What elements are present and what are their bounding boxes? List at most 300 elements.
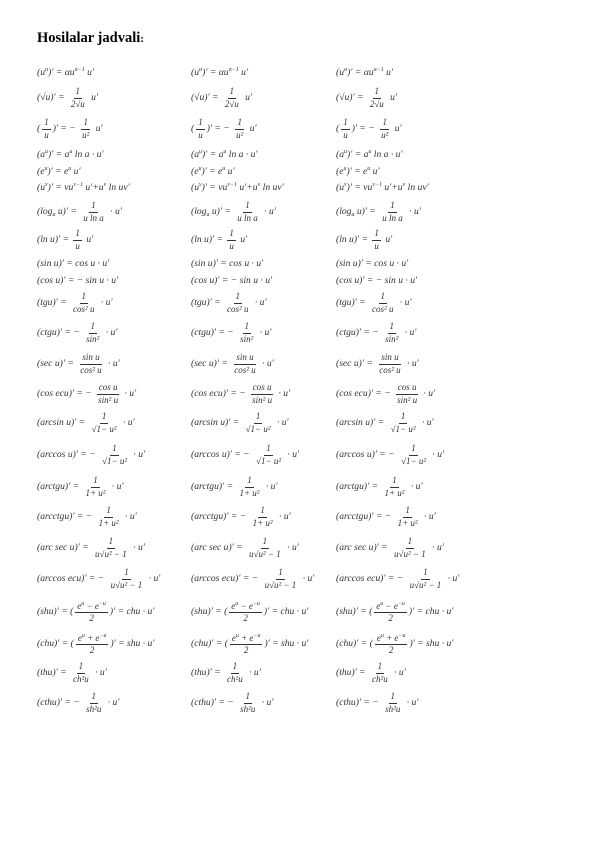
formula-text: · u′ <box>404 358 419 370</box>
fraction-numerator: 1 <box>421 568 430 579</box>
fraction-numerator: 1 <box>276 568 285 579</box>
fraction-numerator: 1 <box>81 118 90 129</box>
fraction-denominator: 2 <box>243 645 249 655</box>
formula-text: ln uv′ <box>405 182 429 194</box>
formula-text: (arcctgu)′ = − <box>191 511 249 523</box>
formula-text: )′ = − <box>52 123 79 135</box>
formula-exponent: v−1 <box>227 182 238 188</box>
fraction-numerator: 1 <box>244 692 253 703</box>
fraction-denominator: u² <box>82 129 90 140</box>
formula-text: · u′ <box>263 481 278 493</box>
fraction-denominator: sh²u <box>240 703 256 714</box>
formula-text: · u′ <box>421 388 436 400</box>
fraction <box>42 118 51 140</box>
fraction <box>235 201 260 223</box>
fraction-denominator: cos² u <box>372 303 394 314</box>
formula-text: (arctgu)′ = <box>336 481 381 493</box>
fraction-numerator: 1 <box>234 292 243 303</box>
formula-text: (cthu)′ = − <box>191 697 237 709</box>
fraction-numerator: 1 <box>388 201 397 212</box>
fraction <box>234 118 245 140</box>
fraction-numerator: 1 <box>390 476 399 487</box>
fraction-numerator: 1 <box>110 444 119 455</box>
formula-text: (ln u)′ = <box>336 234 371 246</box>
formula-text: u′ <box>383 67 394 79</box>
fraction-denominator: u <box>198 129 203 140</box>
formula-text: (u <box>37 182 45 194</box>
formula-text: u′+u <box>83 182 104 194</box>
formula-exponent: u <box>44 166 48 172</box>
fraction <box>250 383 274 405</box>
fraction-numerator: 1 <box>90 692 99 703</box>
formula-text: (shu)′ = ( <box>191 606 228 618</box>
formula-text: )′ = a <box>347 149 369 161</box>
formula-text: u′ <box>88 92 99 104</box>
formula-text: · u′ <box>397 297 412 309</box>
formula-exponent: α <box>45 67 49 73</box>
formula-text: (sec u)′ = <box>336 358 376 370</box>
page-title <box>37 30 144 47</box>
fraction-numerator: $e^u + e^{-u}$ <box>76 633 109 645</box>
formula-text: · u′ <box>402 327 417 339</box>
formula-text: u′ <box>84 67 95 79</box>
fraction <box>247 537 283 559</box>
fraction <box>383 692 402 714</box>
formula-text: u′ <box>387 92 398 104</box>
fraction-numerator: 1 <box>89 201 98 212</box>
fraction-denominator: ch²u <box>372 673 388 684</box>
fraction <box>232 353 257 375</box>
formula-text: · u′ <box>259 358 274 370</box>
formula-text: u′ <box>247 123 257 135</box>
fraction-denominator: sin² u <box>397 394 418 405</box>
fraction <box>263 568 299 590</box>
fraction-numerator: $e^u - e^{-u}$ <box>75 601 108 613</box>
formula-text: u′ <box>83 234 94 246</box>
formula-text: · u′ <box>445 573 460 585</box>
formula-exponent: α−1 <box>228 67 239 73</box>
formula-text: (tgu)′ = <box>336 297 369 309</box>
fraction <box>83 476 107 498</box>
formula-text: (thu)′ = <box>37 667 70 679</box>
fraction-numerator: 1 <box>228 87 237 98</box>
fraction-denominator: u√u² − 1 <box>394 548 426 559</box>
fraction <box>377 353 402 375</box>
fraction <box>341 118 350 140</box>
fraction-numerator: 1 <box>77 662 86 673</box>
formula-exponent: u <box>368 149 372 155</box>
fraction <box>71 292 96 314</box>
fraction-denominator: u√u² − 1 <box>110 579 143 590</box>
fraction-denominator: sin² <box>240 333 254 344</box>
fraction-denominator: 1+ u² <box>239 487 260 498</box>
title-colon: : <box>140 33 144 45</box>
formula-text: (ln u)′ = <box>191 234 226 246</box>
fraction-denominator: 2√u <box>70 98 85 109</box>
fraction-numerator: 1 <box>264 444 273 455</box>
fraction <box>97 506 121 528</box>
formula-text: (cos u)′ = − sin u · u′ <box>191 275 273 287</box>
formula-subscript: a <box>351 212 355 218</box>
formula-text: · u′ <box>146 573 161 585</box>
formula-text: · u′ <box>252 297 267 309</box>
formula-exponent: α <box>344 67 348 73</box>
fraction-denominator: 2 <box>243 613 248 623</box>
fraction-numerator: 1 <box>388 322 397 333</box>
fraction-denominator: 1+ u² <box>85 487 106 498</box>
fraction-numerator: cos u <box>97 383 120 394</box>
fraction-numerator: 1 <box>372 229 381 240</box>
formula-text: (a <box>191 149 199 161</box>
fraction-numerator: 1 <box>376 662 385 673</box>
formula-text: · u′ <box>122 388 137 400</box>
fraction <box>375 633 408 656</box>
formula-text: (u <box>191 182 199 194</box>
formula-text: )′ = − <box>206 123 233 135</box>
fraction <box>370 292 395 314</box>
formula-text: (e <box>336 166 344 178</box>
fraction-denominator: u <box>75 240 80 251</box>
formula-text: (a <box>37 149 45 161</box>
fraction-denominator: 2 <box>89 613 94 623</box>
fraction <box>380 201 405 223</box>
formula-text: )′ = a <box>202 149 224 161</box>
fraction-denominator: cos² u <box>73 303 95 314</box>
formula-text: u′ <box>238 67 249 79</box>
formula-text: ln uv′ <box>260 182 284 194</box>
fraction-denominator: u <box>343 129 348 140</box>
fraction <box>368 87 386 109</box>
fraction-denominator: cos² u <box>234 364 256 375</box>
formula-text: (e <box>37 166 45 178</box>
formula-text: · u′ <box>421 511 436 523</box>
formula-text: )′ = a <box>48 149 70 161</box>
formula-text: u′ <box>382 234 393 246</box>
formula-text: (arccos ecu)′ = − <box>336 573 406 585</box>
formula-text: )′ = e <box>346 166 368 178</box>
formula-text: · u′ <box>429 542 444 554</box>
fraction <box>225 292 250 314</box>
formula-text: ( <box>336 123 340 135</box>
formula-text: )′ = vu <box>201 182 228 194</box>
formula-exponent: u <box>343 166 347 172</box>
fraction-denominator: 2√u <box>224 98 239 109</box>
formula-exponent: α−1 <box>74 67 85 73</box>
formula-exponent: u <box>199 149 202 155</box>
formula-text: · u′ <box>406 206 421 218</box>
formula-text: (arctgu)′ = <box>191 481 236 493</box>
formula-text: (e <box>191 166 199 178</box>
fraction <box>251 506 275 528</box>
formula-text: · u′ <box>103 327 118 339</box>
formula-text: ln a · u′ <box>371 149 403 161</box>
fraction-numerator: $e^u - e^{-u}$ <box>229 601 262 613</box>
formula-text: )′ = αu <box>202 67 229 79</box>
fraction-numerator: 1 <box>80 292 89 303</box>
formula-text: · u′ <box>284 542 299 554</box>
fraction-denominator: u <box>44 129 49 140</box>
fraction-denominator: ch²u <box>73 673 89 684</box>
fraction <box>109 568 145 590</box>
formula-text: )′ = shu · u′ <box>409 638 454 650</box>
formula-text: (arccos u)′ = − <box>37 449 99 461</box>
formula-exponent: u <box>68 166 72 172</box>
formula-text: (chu)′ = ( <box>336 638 373 650</box>
formula-exponent: v <box>103 182 107 188</box>
fraction-numerator: $e^u - e^{-u}$ <box>374 601 407 613</box>
fraction-denominator: 1+ u² <box>252 517 273 528</box>
fraction-numerator: 1 <box>73 229 82 240</box>
fraction-denominator: 1+ u² <box>397 517 418 528</box>
fraction <box>75 601 108 624</box>
fraction-numerator: sin u <box>234 353 255 364</box>
fraction <box>396 506 420 528</box>
formula-text: · u′ <box>92 667 107 679</box>
formula-exponent: α−1 <box>373 67 384 73</box>
formula-text: (u <box>336 67 344 79</box>
fraction-numerator: 1 <box>406 537 415 548</box>
fraction-numerator: 1 <box>373 87 382 98</box>
formula-text: (arccos u)′ = − <box>191 449 253 461</box>
formula-text: )′ = αu <box>48 67 75 79</box>
fraction-numerator: 1 <box>379 292 388 303</box>
formula-text: (tgu)′ = <box>37 297 70 309</box>
formula-text: (sin u)′ = cos u · u′ <box>37 258 110 270</box>
formula-text: )′ = e <box>201 166 223 178</box>
fraction-numerator: 1 <box>196 118 205 129</box>
formula-text: (cos u)′ = − sin u · u′ <box>37 275 119 287</box>
fraction-numerator: 1 <box>243 322 252 333</box>
formula-text: )′ = αu <box>347 67 374 79</box>
formula-text: (arccos ecu)′ = − <box>191 573 261 585</box>
formula-exponent: v <box>45 182 48 188</box>
fraction <box>93 537 129 559</box>
fraction-denominator: √1− u² <box>102 455 128 466</box>
fraction-numerator: $e^u + e^{-u}$ <box>375 633 408 645</box>
fraction <box>389 412 418 434</box>
fraction <box>395 383 419 405</box>
formula-text: u′+u <box>237 182 258 194</box>
formula-text: (thu)′ = <box>191 667 224 679</box>
formula-text: · u′ <box>109 481 124 493</box>
formula-text: (chu)′ = ( <box>191 638 228 650</box>
fraction-numerator: sin u <box>379 353 400 364</box>
fraction-numerator: 1 <box>122 568 131 579</box>
fraction-numerator: 1 <box>261 537 270 548</box>
formula-text: (ctgu)′ = − <box>37 327 83 339</box>
fraction <box>71 662 91 684</box>
formula-text: u′ <box>71 166 81 178</box>
formula-text: · u′ <box>261 206 276 218</box>
fraction-numerator: 1 <box>91 476 100 487</box>
formula-text: · u′ <box>120 417 135 429</box>
formula-text: · u′ <box>131 449 146 461</box>
fraction <box>69 87 87 109</box>
fraction-denominator: √1− u² <box>390 423 416 434</box>
formula-text: · u′ <box>259 697 274 709</box>
fraction-denominator: u² <box>236 129 244 140</box>
formula-text: (log <box>336 206 352 218</box>
fraction <box>230 633 263 656</box>
formula-text: · u′ <box>430 449 445 461</box>
fraction <box>100 444 129 466</box>
formula-text: · u′ <box>285 449 300 461</box>
formula-exponent: v <box>199 182 202 188</box>
fraction-denominator: cos² u <box>379 364 401 375</box>
fraction-numerator: 1 <box>409 444 418 455</box>
fraction-numerator: 1 <box>389 692 398 703</box>
fraction-denominator: sh²u <box>385 703 401 714</box>
fraction-denominator: √1− u² <box>91 423 117 434</box>
formula-text: (arcsin u)′ = <box>37 417 88 429</box>
formula-text: · u′ <box>107 206 122 218</box>
fraction <box>229 601 262 624</box>
fraction-numerator: cos u <box>251 383 274 394</box>
fraction-numerator: 1 <box>100 412 109 423</box>
formula-text: · u′ <box>404 697 419 709</box>
formula-text: (sec u)′ = <box>37 358 77 370</box>
formula-text: (ctgu)′ = − <box>191 327 237 339</box>
fraction-denominator: √1− u² <box>256 455 282 466</box>
fraction-denominator: u² <box>381 129 389 140</box>
fraction <box>374 601 407 624</box>
formula-text: (cos ecu)′ = − <box>37 388 95 400</box>
formula-text: (cthu)′ = − <box>37 697 83 709</box>
fraction-denominator: sin² u <box>98 394 119 405</box>
formula-exponent: v <box>344 182 347 188</box>
fraction <box>81 201 106 223</box>
fraction-numerator: 1 <box>107 537 116 548</box>
fraction <box>76 633 109 656</box>
formula-exponent: v <box>402 182 406 188</box>
fraction-denominator: sin² u <box>252 394 273 405</box>
fraction-denominator: u ln a <box>83 212 104 223</box>
fraction <box>223 87 241 109</box>
formula-text: (u <box>37 67 45 79</box>
fraction-denominator: 1+ u² <box>384 487 405 498</box>
fraction-numerator: 1 <box>341 118 350 129</box>
formula-text: (chu)′ = ( <box>37 638 74 650</box>
formula-text: (shu)′ = ( <box>37 606 74 618</box>
fraction-numerator: 1 <box>258 506 267 517</box>
formula-text: · u′ <box>274 417 289 429</box>
formula-text: (sin u)′ = cos u · u′ <box>336 258 409 270</box>
fraction-numerator: 1 <box>380 118 389 129</box>
formula-text: ( <box>191 123 195 135</box>
formula-text: · u′ <box>257 327 272 339</box>
formula-subscript: a <box>206 212 210 218</box>
fraction-denominator: 2 <box>388 645 394 655</box>
fraction-denominator: 2 <box>388 613 393 623</box>
fraction-denominator: u√u² − 1 <box>95 548 127 559</box>
fraction <box>408 568 444 590</box>
formula-text: · u′ <box>276 388 291 400</box>
formula-exponent: v−1 <box>73 182 84 188</box>
formula-text: (arcctgu)′ = − <box>336 511 394 523</box>
formula-text: u′ <box>242 92 253 104</box>
formula-text: )′ = − <box>351 123 378 135</box>
fraction-numerator: cos u <box>396 383 419 394</box>
formula-text: (arc sec u)′ = <box>191 542 246 554</box>
formula-subscript: a <box>52 212 56 218</box>
fraction <box>73 229 82 251</box>
fraction-numerator: 1 <box>42 118 51 129</box>
fraction <box>96 383 120 405</box>
formula-text: (ctgu)′ = − <box>336 327 382 339</box>
fraction-denominator: u√u² − 1 <box>409 579 442 590</box>
formula-text: (sin u)′ = cos u · u′ <box>191 258 264 270</box>
formula-text: (arccos u)′ = − <box>336 449 398 461</box>
formula-text: u′ <box>237 234 248 246</box>
formula-text: (√u)′ = <box>37 92 67 104</box>
formula-text: · u′ <box>105 697 120 709</box>
fraction <box>238 692 257 714</box>
fraction-numerator: 1 <box>227 229 236 240</box>
fraction <box>196 118 205 140</box>
fraction <box>383 322 400 344</box>
fraction <box>90 412 119 434</box>
formula-text: (sec u)′ = <box>191 358 231 370</box>
formula-text: u′ <box>392 123 402 135</box>
formula-text: (u <box>336 182 344 194</box>
fraction <box>78 353 103 375</box>
formula-exponent: u <box>222 166 226 172</box>
formula-text: )′ = chu · u′ <box>408 606 454 618</box>
formula-text: ln a · u′ <box>226 149 258 161</box>
formula-text: · u′ <box>246 667 261 679</box>
fraction-denominator: sh²u <box>86 703 102 714</box>
formula-text: u′ <box>93 123 103 135</box>
formula-text: ln a · u′ <box>72 149 104 161</box>
formula-text: )′ = vu <box>346 182 373 194</box>
fraction <box>238 322 255 344</box>
formula-text: u′+u <box>382 182 403 194</box>
fraction <box>80 118 91 140</box>
formula-text: u)′ = <box>354 206 379 218</box>
formula-exponent: u <box>69 149 73 155</box>
formula-exponent: v <box>257 182 261 188</box>
fraction-denominator: u <box>229 240 234 251</box>
formula-text: (cthu)′ = − <box>336 697 382 709</box>
fraction-denominator: u ln a <box>382 212 403 223</box>
formula-text: u′ <box>225 166 235 178</box>
formula-exponent: u <box>198 166 202 172</box>
fraction-denominator: 2√u <box>369 98 384 109</box>
fraction <box>379 118 390 140</box>
formula-text: (cos ecu)′ = − <box>336 388 394 400</box>
formula-text: u′ <box>370 166 380 178</box>
formula-text: (thu)′ = <box>336 667 369 679</box>
fraction <box>399 444 428 466</box>
formula-text: (arcctgu)′ = − <box>37 511 95 523</box>
fraction-denominator: u√u² − 1 <box>264 579 297 590</box>
formula-text: (log <box>191 206 207 218</box>
formula-text: · u′ <box>408 481 423 493</box>
formula-text: (√u)′ = <box>336 92 366 104</box>
formula-text: )′ = e <box>47 166 69 178</box>
formula-text: · u′ <box>98 297 113 309</box>
formula-text: ln uv′ <box>106 182 130 194</box>
formula-exponent: u <box>344 149 347 155</box>
formula-text: (√u)′ = <box>191 92 221 104</box>
fraction-denominator: 1+ u² <box>98 517 119 528</box>
fraction-numerator: 1 <box>403 506 412 517</box>
fraction-numerator: 1 <box>89 322 98 333</box>
formula-text: · u′ <box>300 573 315 585</box>
formula-text: (a <box>336 149 344 161</box>
formula-exponent: u <box>223 149 227 155</box>
formula-text: )′ = chu · u′ <box>109 606 155 618</box>
